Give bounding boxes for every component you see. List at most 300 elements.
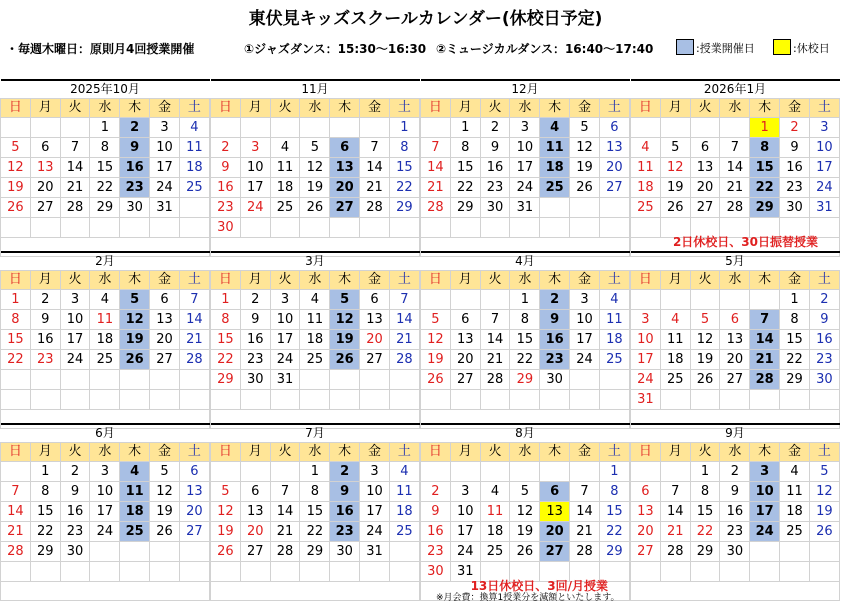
day-cell: 26 [1,198,31,218]
day-cell: 4 [270,138,300,158]
weekday-header: 土 [389,99,419,118]
class-day-cell: 6 [540,482,570,502]
weekday-header: 日 [211,443,241,462]
day-cell: 23 [240,350,270,370]
day-cell: 4 [90,290,120,310]
day-cell: 22 [780,350,810,370]
day-cell: 4 [179,118,209,138]
weekday-header: 日 [631,443,661,462]
month-calendar [420,79,630,251]
day-cell: 26 [421,370,451,390]
empty-cell [300,118,330,138]
month-table [630,79,840,257]
day-cell: 23 [60,522,90,542]
month-title: 7月 [211,424,420,443]
day-cell: 19 [211,522,241,542]
day-cell: 15 [599,502,629,522]
day-cell: 27 [179,522,209,542]
day-cell: 3 [270,290,300,310]
day-cell: 21 [480,350,510,370]
day-cell: 10 [270,310,300,330]
day-cell: 27 [240,542,270,562]
empty-cell [60,218,90,238]
day-cell: 5 [809,462,839,482]
month-note: 13日休校日、3回/月授業 [470,579,608,593]
day-cell: 5 [660,138,690,158]
day-cell: 19 [300,178,330,198]
empty-cell [570,462,600,482]
weekday-header: 土 [809,443,839,462]
day-cell: 28 [660,542,690,562]
day-cell: 20 [150,330,180,350]
empty-cell [389,370,419,390]
empty-cell [421,290,451,310]
empty-cell [211,118,241,138]
legend-class-label: :授業開催日 [696,42,755,55]
class-day-cell: 9 [120,138,150,158]
day-cell: 6 [360,290,390,310]
empty-cell [570,218,600,238]
weekday-header: 土 [179,271,209,290]
day-cell: 12 [510,502,540,522]
empty-cell [90,390,120,410]
month-calendar [630,251,840,423]
weekday-header: 木 [750,271,780,290]
empty-cell [720,290,750,310]
weekday-header: 土 [599,99,629,118]
day-cell: 13 [240,502,270,522]
day-cell: 6 [690,138,720,158]
day-cell: 30 [60,542,90,562]
class-day-cell: 19 [330,330,360,350]
day-cell: 2 [421,482,451,502]
empty-cell [660,562,690,582]
day-cell: 13 [599,138,629,158]
day-cell: 4 [631,138,661,158]
empty-cell [599,390,629,410]
legend-holiday-swatch [773,39,791,55]
day-cell: 7 [1,482,31,502]
empty-cell [179,542,209,562]
weekday-header: 木 [120,443,150,462]
day-cell: 26 [660,198,690,218]
empty-cell [421,118,451,138]
day-cell: 6 [599,118,629,138]
empty-cell [780,562,810,582]
empty-cell [1,462,31,482]
empty-cell [30,562,60,582]
day-cell: 28 [570,542,600,562]
day-cell: 8 [30,482,60,502]
day-cell: 12 [690,330,720,350]
note-row [1,582,210,601]
day-cell: 15 [90,158,120,178]
month-calendar [630,423,840,595]
day-cell: 31 [360,542,390,562]
day-cell: 18 [90,330,120,350]
weekday-header: 木 [540,271,570,290]
empty-cell [30,118,60,138]
day-cell: 17 [570,330,600,350]
empty-cell [300,562,330,582]
empty-cell [570,198,600,218]
day-cell: 6 [450,310,480,330]
day-cell: 21 [421,178,451,198]
day-cell: 17 [240,178,270,198]
day-cell: 11 [90,310,120,330]
class-day-cell: 3 [750,462,780,482]
empty-cell [240,462,270,482]
empty-cell [179,198,209,218]
day-cell: 26 [690,370,720,390]
day-cell: 5 [1,138,31,158]
day-cell: 31 [631,390,661,410]
empty-cell [389,390,419,410]
weekday-header: 月 [660,443,690,462]
day-cell: 15 [510,330,540,350]
day-cell: 20 [179,502,209,522]
class-day-cell: 24 [750,522,780,542]
day-cell: 23 [809,350,839,370]
class-day-cell: 7 [750,310,780,330]
day-cell: 13 [179,482,209,502]
day-cell: 14 [179,310,209,330]
day-cell: 13 [360,310,390,330]
weekday-header: 金 [570,443,600,462]
day-cell: 27 [720,370,750,390]
day-cell: 9 [30,310,60,330]
day-cell: 4 [300,290,330,310]
empty-cell [599,218,629,238]
weekday-header: 月 [240,271,270,290]
day-cell: 5 [300,138,330,158]
day-cell: 27 [30,198,60,218]
weekday-header: 火 [690,443,720,462]
month-title: 2025年10月 [1,80,210,99]
weekday-header: 金 [360,443,390,462]
day-cell: 20 [690,178,720,198]
day-cell: 8 [780,310,810,330]
empty-cell [30,370,60,390]
day-cell: 28 [720,198,750,218]
day-cell: 15 [389,158,419,178]
page-title: 東伏見キッズスクールカレンダー(休校日予定) [248,9,603,29]
empty-cell [720,118,750,138]
day-cell: 3 [360,462,390,482]
day-cell: 22 [300,522,330,542]
weekday-header: 日 [421,271,451,290]
class-day-cell: 27 [330,198,360,218]
day-cell: 10 [510,138,540,158]
day-cell: 22 [599,522,629,542]
day-cell: 29 [389,198,419,218]
day-cell: 2 [30,290,60,310]
class-day-cell: 18 [540,158,570,178]
empty-cell [330,562,360,582]
month-table [0,423,210,601]
empty-cell [540,218,570,238]
day-cell: 19 [421,350,451,370]
day-cell: 15 [30,502,60,522]
day-cell: 27 [690,198,720,218]
class-day-cell: 21 [750,350,780,370]
class-day-cell: 5 [330,290,360,310]
legend-holiday-label: :休校日 [793,42,830,55]
day-cell: 18 [660,350,690,370]
day-cell: 3 [60,290,90,310]
day-cell: 29 [300,542,330,562]
weekday-header: 木 [330,443,360,462]
weekday-header: 木 [540,443,570,462]
class-day-cell: 13 [330,158,360,178]
class-day-cell: 17 [750,502,780,522]
empty-cell [60,370,90,390]
weekday-header: 火 [60,99,90,118]
weekday-header: 木 [120,271,150,290]
empty-cell [660,118,690,138]
empty-cell [540,390,570,410]
day-cell: 18 [599,330,629,350]
day-cell: 31 [150,198,180,218]
day-cell: 29 [690,542,720,562]
empty-cell [270,218,300,238]
day-cell: 24 [631,370,661,390]
day-cell: 6 [631,482,661,502]
day-cell: 26 [510,542,540,562]
empty-cell [330,118,360,138]
month-table [630,423,840,601]
day-cell: 7 [421,138,451,158]
empty-cell [270,562,300,582]
empty-cell [240,390,270,410]
day-cell: 11 [480,502,510,522]
empty-cell [631,218,661,238]
empty-cell [1,118,31,138]
empty-cell [150,218,180,238]
weekday-header: 月 [240,443,270,462]
day-cell: 13 [631,502,661,522]
class-day-cell: 11 [120,482,150,502]
day-cell: 29 [780,370,810,390]
weekday-header: 月 [660,271,690,290]
weekday-header: 月 [660,99,690,118]
empty-cell [330,370,360,390]
empty-cell [750,542,780,562]
weekday-header: 水 [510,443,540,462]
day-cell: 21 [660,522,690,542]
day-cell: 23 [780,178,810,198]
empty-cell [450,390,480,410]
month-title: 6月 [1,424,210,443]
day-cell: 25 [660,370,690,390]
empty-cell [150,370,180,390]
empty-cell [421,218,451,238]
weekday-header: 水 [510,99,540,118]
day-cell: 19 [809,502,839,522]
day-cell: 23 [720,522,750,542]
day-cell: 18 [300,330,330,350]
empty-cell [30,218,60,238]
day-cell: 12 [300,158,330,178]
class-day-cell: 16 [540,330,570,350]
day-cell: 30 [809,370,839,390]
empty-cell [150,562,180,582]
month-title: 2026年1月 [631,80,840,99]
month-title: 12月 [421,80,630,99]
day-cell: 10 [360,482,390,502]
day-cell: 10 [240,158,270,178]
day-cell: 10 [90,482,120,502]
day-cell: 11 [780,482,810,502]
day-cell: 22 [510,350,540,370]
day-cell: 14 [421,158,451,178]
empty-cell [120,562,150,582]
day-cell: 14 [1,502,31,522]
day-cell: 27 [599,178,629,198]
weekday-header: 木 [330,99,360,118]
day-cell: 12 [660,158,690,178]
empty-cell [510,390,540,410]
empty-cell [631,290,661,310]
weekday-header: 木 [750,443,780,462]
day-cell: 29 [510,370,540,390]
day-cell: 8 [690,482,720,502]
empty-cell [360,218,390,238]
month-calendar [210,423,420,595]
day-cell: 28 [179,350,209,370]
month-table [210,79,420,257]
month-calendar [630,79,840,251]
day-cell: 4 [389,462,419,482]
day-cell: 23 [480,178,510,198]
weekday-header: 火 [60,443,90,462]
day-cell: 17 [631,350,661,370]
day-cell: 15 [780,330,810,350]
empty-cell [389,218,419,238]
empty-cell [30,390,60,410]
weekday-header: 土 [599,443,629,462]
day-cell: 4 [480,482,510,502]
day-cell: 26 [150,522,180,542]
day-cell: 16 [211,178,241,198]
day-cell: 25 [599,350,629,370]
day-cell: 5 [570,118,600,138]
day-cell: 9 [211,158,241,178]
day-cell: 21 [1,522,31,542]
weekday-header: 土 [599,271,629,290]
day-cell: 1 [450,118,480,138]
month-table [630,251,840,429]
class-day-cell: 20 [330,178,360,198]
class-day-cell: 22 [750,178,780,198]
month-title: 5月 [631,252,840,271]
day-cell: 29 [30,542,60,562]
day-cell: 20 [240,522,270,542]
month-title: 9月 [631,424,840,443]
day-cell: 18 [631,178,661,198]
calendar-grid [0,79,840,595]
day-cell: 30 [330,542,360,562]
weekday-header: 日 [1,443,31,462]
day-cell: 2 [60,462,90,482]
class-day-cell: 26 [120,350,150,370]
empty-cell [90,218,120,238]
month-table [0,79,210,257]
day-cell: 22 [211,350,241,370]
weekday-header: 月 [30,443,60,462]
class-day-cell: 4 [120,462,150,482]
day-cell: 14 [270,502,300,522]
empty-cell [60,390,90,410]
day-cell: 10 [809,138,839,158]
day-cell: 18 [780,502,810,522]
day-cell: 27 [360,350,390,370]
day-cell: 25 [90,350,120,370]
day-cell: 19 [510,522,540,542]
weekday-header: 金 [780,99,810,118]
day-cell: 28 [389,350,419,370]
day-cell: 19 [660,178,690,198]
day-cell: 2 [211,138,241,158]
month-calendar [210,251,420,423]
day-cell: 25 [631,198,661,218]
schedule-info: ・毎週木曜日：原則月4回授業開催 [6,42,195,56]
empty-cell [179,562,209,582]
weekday-header: 水 [90,443,120,462]
weekday-header: 木 [120,99,150,118]
day-cell: 7 [480,310,510,330]
day-cell: 19 [150,502,180,522]
month-calendar [0,423,210,595]
day-cell: 28 [480,370,510,390]
day-cell: 1 [510,290,540,310]
day-cell: 3 [570,290,600,310]
empty-cell [450,218,480,238]
day-cell: 7 [389,290,419,310]
empty-cell [690,390,720,410]
day-cell: 24 [150,178,180,198]
month-title: 2月 [1,252,210,271]
day-cell: 30 [240,370,270,390]
empty-cell [330,390,360,410]
empty-cell [211,562,241,582]
day-cell: 24 [60,350,90,370]
class-day-cell: 5 [120,290,150,310]
class-day-cell: 8 [750,138,780,158]
class-day-cell: 11 [540,138,570,158]
day-cell: 26 [211,542,241,562]
weekday-header: 土 [809,99,839,118]
day-cell: 27 [450,370,480,390]
empty-cell [300,390,330,410]
weekday-header: 金 [150,443,180,462]
weekday-header: 日 [631,271,661,290]
day-cell: 8 [90,138,120,158]
day-cell: 24 [240,198,270,218]
day-cell: 11 [270,158,300,178]
day-cell: 9 [780,138,810,158]
empty-cell [240,218,270,238]
empty-cell [90,562,120,582]
day-cell: 8 [450,138,480,158]
empty-cell [1,390,31,410]
empty-cell [570,390,600,410]
empty-cell [809,542,839,562]
day-cell: 23 [421,542,451,562]
empty-cell [660,290,690,310]
class-day-cell: 29 [750,198,780,218]
day-cell: 29 [599,542,629,562]
